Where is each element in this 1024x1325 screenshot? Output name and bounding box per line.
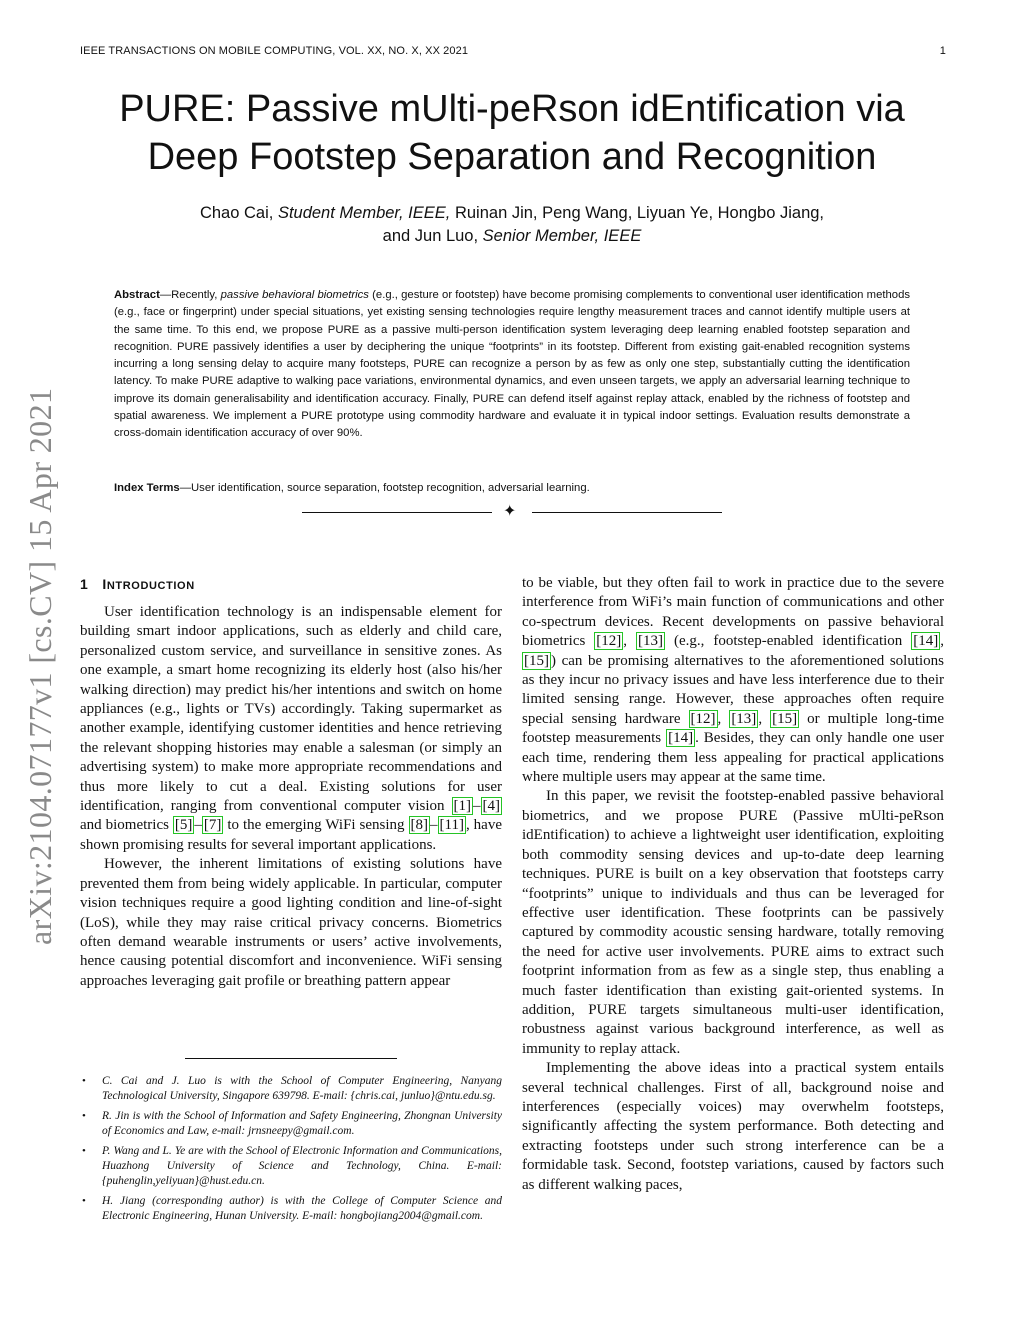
last-author-role: Senior Member, IEEE [482, 227, 642, 245]
divider-star-icon: ✦ [503, 503, 517, 520]
page-number: 1 [939, 45, 946, 57]
coauthors: Ruinan Jin, Peng Wang, Liyuan Ye, Hongbo Jiang, [454, 204, 825, 222]
paper-title [60, 85, 964, 181]
last-author-name: and Jun Luo, [382, 227, 479, 245]
text-run: – [473, 798, 481, 815]
journal-header: IEEE TRANSACTIONS ON MOBILE COMPUTING, VOL. XX, NO. X, XX 2021 [80, 45, 469, 57]
index-terms-label: Index Terms [114, 482, 180, 494]
text-run: to the emerging WiFi sensing [223, 817, 409, 834]
section-title-rest: NTRODUCTION [106, 580, 195, 592]
text-run: . Besides, they can only handle one user each time, rendering them less appealing for practical applications where multiple users may appear at the same time. [522, 730, 944, 786]
citation-link[interactable]: [8] [410, 817, 429, 834]
author-list [100, 202, 924, 248]
footnote-rule [185, 1058, 397, 1059]
author-affiliations [80, 1074, 502, 1229]
citation-link[interactable]: [14] [668, 730, 694, 747]
bullet-icon: • [82, 1075, 86, 1087]
footnote-item [80, 1144, 502, 1190]
text-run: or multiple long-time footstep measurements [522, 710, 944, 747]
citation-link[interactable]: [15] [524, 652, 549, 669]
abstract-lead: —Recently, [159, 289, 221, 301]
index-terms [114, 480, 910, 497]
abstract-label: Abstract [114, 289, 160, 301]
section-number: 1 [80, 576, 89, 592]
citation-link[interactable]: [14] [913, 633, 939, 650]
citation-link[interactable]: [12] [596, 633, 622, 650]
divider-line-right [532, 512, 722, 513]
text-run: , [758, 710, 771, 727]
abstract-emphasis: passive behavioral biometrics [220, 289, 369, 301]
citation-link[interactable]: [4] [482, 798, 500, 815]
abstract-body: (e.g., gesture or footstep) have become promising complements to conventional user identification methods (e.g., face or fingerprint) under special situations, yet existing sensing technologies require lengthy measurement traces and cannot identify multiple users at the same time. To this end, we propose PURE as a passive multi-person identification system leveraging deep learning enabled footstep separation and recognition. PURE passively identifies a user by deciphering the unique “footprints” in its footstep. Different from existing gait-enabled recognition systems incurring a long sensing delay to acquire many footsteps, PURE can recognize a person by as few as only one step, substantially cutting the identification latency. To make PURE adaptive to walking pace variations, environmental dynamics, and even unseen targets, we apply an adversarial learning technique to improve its domain generalisability and identification accuracy. Finally, PURE can defend itself against replay attack, enabled by the richness of footstep and spatial awareness. We implement a PURE prototype using commodity hardware and evaluate it in typical indoor settings. Evaluation results demonstrate a cross-domain identification accuracy of over 90%. [114, 289, 911, 440]
text-run: , [717, 710, 730, 727]
text-run: , [623, 633, 637, 650]
intro-paragraph-2: However, the inherent limitations of existing solutions have prevented them from being widely applicable. In particular, computer vision techniques require a good lighting condition and line-of-sight (LoS), while they may raise critical privacy concerns. Biometrics often demand wearable instruments or users’ active involvements, hence causing potential discomfort and inconvenience. WiFi sensing approaches leveraging gait profile or breathing pattern appear [80, 856, 502, 989]
footnote-text: C. Cai and J. Luo is with the School of Computer Engineering, Nanyang Technological University, Singapore 639798. E-mail: {chris.cai, junluo}@ntu.edu.sg. [102, 1075, 502, 1103]
abstract [114, 287, 910, 443]
citation-link[interactable]: [7] [203, 817, 222, 834]
title-line-1: PURE: Passive mUlti-peRson idEntification via [119, 88, 905, 130]
footnote-item [80, 1194, 502, 1224]
citation-link[interactable]: [5] [174, 817, 193, 834]
text-run: – [430, 817, 438, 834]
footnote-text: R. Jin is with the School of Information and Safety Engineering, Zhongnan University of Economics and Law, e-mail: jrnsneepy@gmail.com. [102, 1109, 502, 1138]
citation-link[interactable]: [1] [453, 798, 471, 815]
text-run: to be viable, but they often fail to work in practice due to the severe interference from WiFi’s main function of communications and other co-spectrum devices. Recent developments on passive behavioral biometrics [522, 575, 944, 650]
running-head [80, 45, 946, 57]
divider-line-left [302, 512, 492, 513]
footnote-text: P. Wang and L. Ye are with the School of Electronic Information and Communications, Huazhong University of Science and Technology, China. E-mail: {puhenglin,yeliyuan}@hust.edu.cn. [102, 1144, 502, 1188]
footnote-text: H. Jiang (corresponding author) is with the College of Computer Science and Electronic Engineering, Hunan University. E-mail: hongbojiang2004@gmail.com. [102, 1194, 502, 1223]
right-column [522, 574, 944, 1195]
section-divider [302, 505, 722, 521]
bullet-icon: • [82, 1144, 86, 1157]
footnote-item [80, 1109, 502, 1139]
text-run: and biometrics [80, 817, 173, 834]
text-run: User identification technology is an indispensable element for building smart indoor applications, such as elderly and child care, personalized custom service, and surveillance in sensitive zones. As one example, a smart home recognizing its elderly host (also his/her walking direction) may predict his/her intentions and switch on home appliances (e.g., lights or TVs) accordingly. Taking supermarket as another example, identifying customer identities and hence retrieving the relevant shopping histories may enable a salesman (or simply an advertising system) to make more appropriate recommendations and thus more likely to cut a deal. Existing solutions for user identification, ranging from conventional computer vision [80, 604, 502, 815]
text-run: (e.g., footstep-enabled identification [665, 633, 912, 650]
citation-link[interactable]: [15] [772, 710, 798, 727]
text-run: – [194, 817, 202, 834]
author-1-role: Student Member, IEEE, [277, 204, 451, 222]
intro-paragraph-1 [80, 603, 502, 855]
bullet-icon: • [82, 1194, 86, 1207]
section-heading [80, 574, 502, 596]
intro-paragraph-3: In this paper, we revisit the footstep-enabled passive behavioral biometrics, and we propose PURE (Passive mUlti-peRson idEntification) to achieve a lightweight user identification, exploiting both commodity sensing devices and up-to-date deep learning techniques. PURE is built on a key observation that footsteps carry “footprints” unique to individuals and thus can be leveraged for effective user identification. These footprints can be passively captured by commodity acoustic sensing hardware, totally removing the need for active user involvements. PURE aims to extract such footprint information from as few as a single step, thus enabling a much faster identification than existing gait-oriented systems. In addition, PURE targets simultaneous multi-user identification, robustness against various background interference, as well as immunity to replay attack. [522, 788, 944, 1057]
citation-link[interactable]: [13] [731, 710, 757, 727]
title-line-2: Deep Footstep Separation and Recognition [147, 136, 877, 178]
bullet-icon: • [82, 1109, 86, 1122]
footnote-item [80, 1074, 502, 1104]
author-1-name: Chao Cai, [199, 204, 274, 222]
section-first-letter: I [102, 576, 107, 592]
citation-link[interactable]: [13] [638, 633, 664, 650]
text-run: , have shown promising results for several important applications. [80, 817, 502, 853]
index-terms-body: —User identification, source separation, footstep recognition, adversarial learning. [179, 482, 590, 494]
text-run: ) can be promising alternatives to the aforementioned solutions as they incur no privacy issues and have less interference due to their limited sensing range. However, these approaches often require special sensing hardware [522, 652, 944, 727]
arxiv-identifier[interactable]: arXiv:2104.07177v1 [cs.CV] 15 Apr 2021 [22, 387, 58, 945]
intro-paragraph-2-cont [522, 574, 944, 787]
left-column [80, 574, 502, 991]
citation-link[interactable]: [11] [439, 817, 464, 834]
citation-link[interactable]: [12] [690, 710, 716, 727]
intro-paragraph-4: Implementing the above ideas into a practical system entails several technical challenges. First of all, background noise and interferences (especially voices) may overwhelm footsteps, significantly affecting the system performance. Both detecting and extracting footsteps under such strong interference can be a formidable task. Second, footstep variations, caused by factors such as different walking paces, [522, 1060, 944, 1193]
text-run: , [940, 633, 945, 650]
